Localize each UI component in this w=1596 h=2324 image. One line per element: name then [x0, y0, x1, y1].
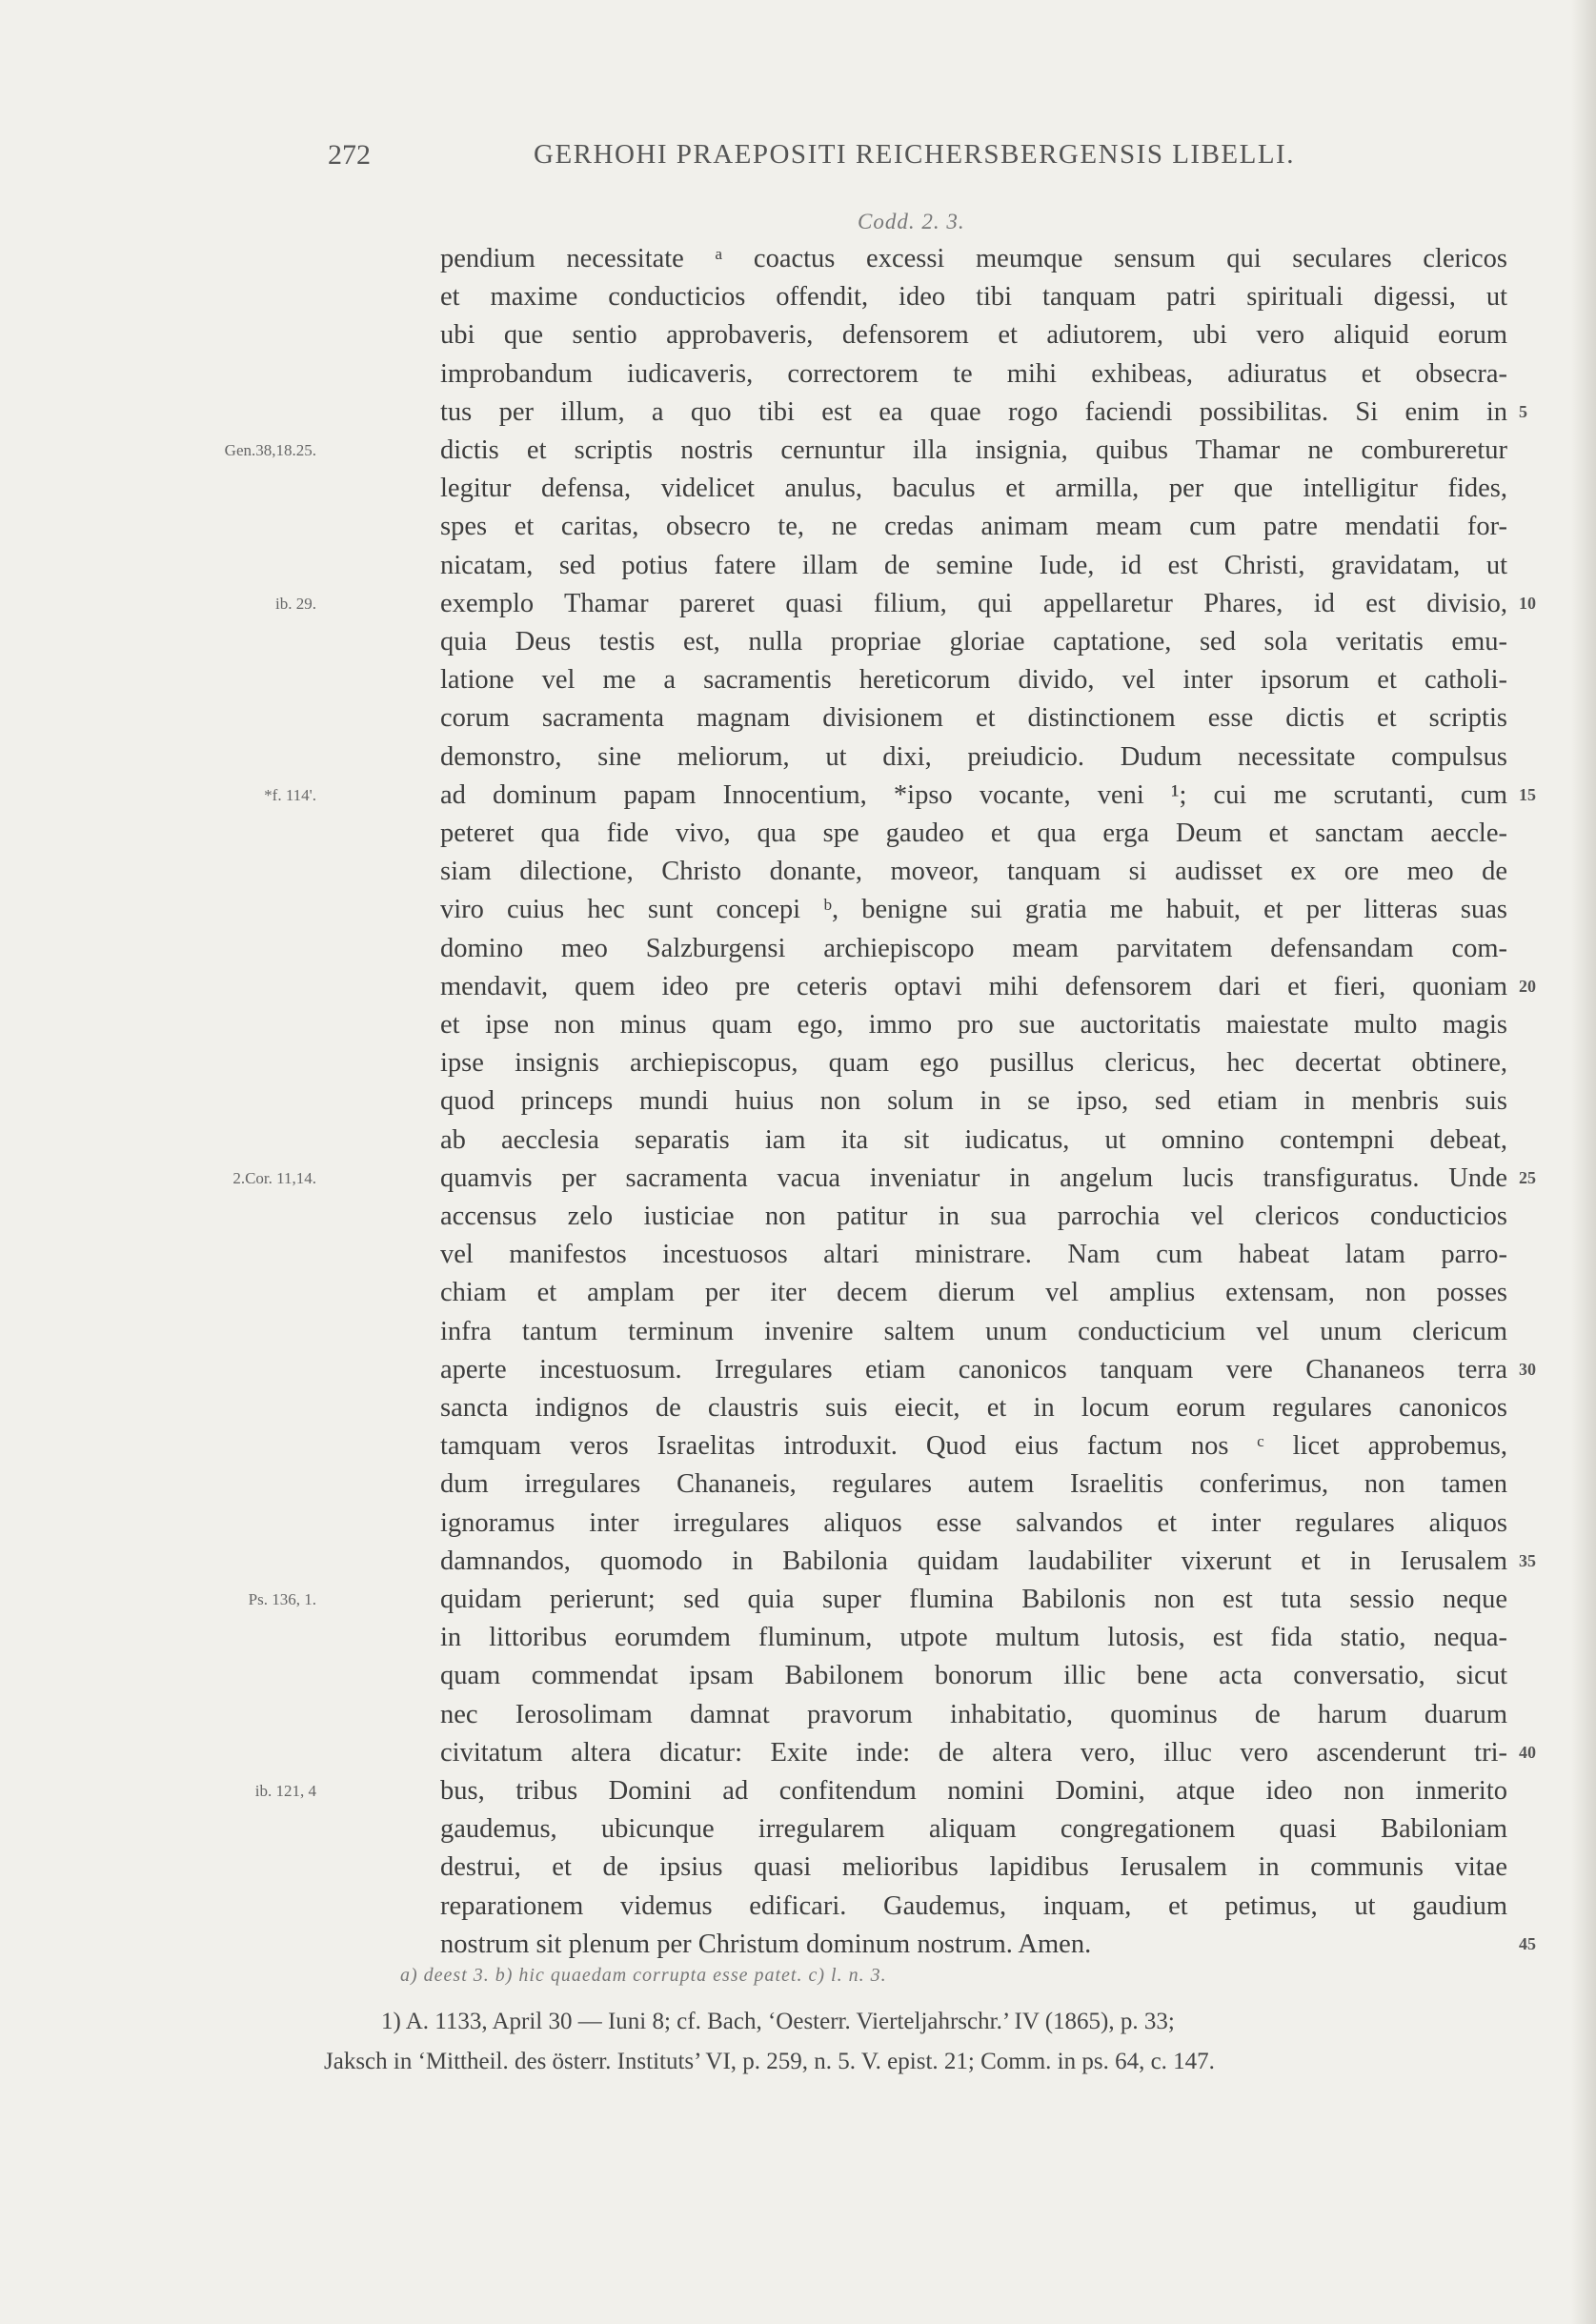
text-line: latione vel me a sacramentis hereticorum divido, vel inter ipsorum et catholi-: [440, 665, 1507, 696]
text-line: civitatum altera dicatur: Exite inde: de altera vero, illuc vero ascenderunt tri-: [440, 1737, 1507, 1768]
text-line: in littoribus eorumdem fluminum, utpote multum lutosis, est fida statio, nequa-: [440, 1623, 1507, 1653]
running-title: GERHOHI PRAEPOSITI REICHERSBERGENSIS LIBELLI.: [534, 139, 1295, 170]
codices-note: Codd. 2. 3.: [858, 210, 965, 233]
margin-reference: ib. 29.: [275, 594, 316, 613]
margin-reference: 2.Cor. 11,14.: [232, 1168, 316, 1187]
line-number: 30: [1519, 1359, 1536, 1379]
text-line: et maxime conducticios offendit, ideo tibi tanquam patri spirituali digessi, ut: [440, 282, 1507, 313]
text-line: siam dilectione, Christo donante, moveor, tanquam si audisset ex ore meo de: [440, 857, 1507, 887]
text-line: quamvis per sacramenta vacua inveniatur in angelum lucis transfiguratus. Unde: [440, 1162, 1507, 1193]
text-line: quidam perierunt; sed quia super flumina Babilonis non est tuta sessio neque: [440, 1585, 1507, 1614]
text-line: pendium necessitate ᵃ coactus excessi meumque sensum qui seculares clericos: [440, 244, 1507, 273]
text-line: infra tantum terminum invenire saltem unum conducticium vel unum clericum: [440, 1316, 1507, 1346]
text-line: quam commendat ipsam Babilonem bonorum illic bene acta conversatio, sicut: [440, 1661, 1507, 1691]
text-line: gaudemus, ubicunque irregularem aliquam congregationem quasi Babiloniam: [440, 1814, 1507, 1845]
text-line: dum irregulares Chananeis, regulares autem Israelitis conferimus, non tamen: [440, 1469, 1507, 1500]
line-number: 45: [1519, 1933, 1536, 1953]
text-line: ignoramus inter irregulares aliquos esse salvandos et inter regulares aliquos: [440, 1507, 1507, 1538]
text-line: ad dominum papam Innocentium, *ipso vocante, veni ¹; cui me scrutanti, cum: [440, 779, 1507, 810]
text-line: peteret qua fide vivo, qua spe gaudeo et qua erga Deum et sanctam aeccle-: [440, 818, 1507, 848]
text-line: corum sacramenta magnam divisionem et distinctionem esse dictis et scriptis: [440, 703, 1507, 734]
text-line: quod princeps mundi huius non solum in se ipso, sed etiam in menbris suis: [440, 1086, 1507, 1117]
text-line: destrui, et de ipsius quasi melioribus lapidibus Ierusalem in communis vitae: [440, 1852, 1507, 1883]
margin-reference: ib. 121, 4: [254, 1782, 316, 1800]
text-line: bus, tribus Domini ad confitendum nomini Domini, atque ideo non inmerito: [440, 1776, 1507, 1806]
line-number: 40: [1519, 1742, 1536, 1762]
margin-reference: Ps. 136, 1.: [248, 1590, 316, 1608]
text-line: ubi que sentio approbaveris, defensorem et adiutorem, ubi vero aliquid eorum: [440, 320, 1507, 351]
text-line: spes et caritas, obsecro te, ne credas animam meam cum patre mendatii for-: [440, 512, 1507, 542]
text-line: nicatam, sed potius fatere illam de semine Iude, id est Christi, gravidatam, ut: [440, 550, 1507, 580]
line-number: 15: [1519, 784, 1536, 804]
text-line: accensus zelo iusticiae non patitur in sua parrochia vel clericos conducticios: [440, 1202, 1507, 1231]
text-line: ipse insignis archiepiscopus, quam ego pusillus clericus, hec decertat obtinere,: [440, 1048, 1507, 1079]
margin-reference: *f. 114'.: [264, 785, 316, 804]
text-line: domino meo Salzburgensi archiepiscopo meam parvitatem defensandam com-: [440, 933, 1507, 963]
text-line: legitur defensa, videlicet anulus, baculus et armilla, per que intelligitur fides,: [440, 474, 1507, 504]
line-number: 35: [1519, 1550, 1536, 1570]
footnote-line-1: 1) A. 1133, April 30 — Iuni 8; cf. Bach, ‘Oesterr. Vierteljahrschr.’ IV (1865), p. 33;: [381, 2009, 1175, 2034]
text-line: nec Ierosolimam damnat pravorum inhabitatio, quominus de harum duarum: [440, 1699, 1507, 1729]
text-line: quia Deus testis est, nulla propriae gloriae captatione, sed sola veritatis emu-: [440, 627, 1507, 657]
page-edge-shadow: [1571, 0, 1596, 2324]
text-line: chiam et amplam per iter decem dierum vel amplius extensam, non posses: [440, 1278, 1507, 1308]
text-line: aperte incestuosum. Irregulares etiam canonicos tanquam vere Chananeos terra: [440, 1354, 1507, 1384]
margin-reference: Gen.38,18.25.: [224, 441, 316, 459]
text-line: dictis et scriptis nostris cernuntur illa insignia, quibus Thamar ne combureretur: [440, 435, 1507, 465]
text-line: tus per illum, a quo tibi est ea quae rogo faciendi possibilitas. Si enim in: [440, 396, 1507, 427]
line-number: 5: [1519, 401, 1527, 421]
text-line: mendavit, quem ideo pre ceteris optavi mihi defensorem dari et fieri, quoniam: [440, 971, 1507, 1001]
text-line: nostrum sit plenum per Christum dominum nostrum. Amen.: [440, 1929, 1092, 1959]
text-line: reparationem videmus edificari. Gaudemus, inquam, et petimus, ut gaudium: [440, 1890, 1507, 1921]
text-line: exemplo Thamar pareret quasi filium, qui appellaretur Phares, id est divisio,: [440, 588, 1507, 618]
line-number: 10: [1519, 593, 1536, 613]
text-line: improbandum iudicaveris, correctorem te mihi exhibeas, adiuratus et obsecra-: [440, 358, 1507, 389]
line-number: 25: [1519, 1167, 1536, 1187]
page-number: 272: [328, 139, 371, 171]
line-number: 20: [1519, 976, 1536, 996]
text-line: demonstro, sine meliorum, ut dixi, preiudicio. Dudum necessitate compulsus: [440, 741, 1507, 772]
text-line: damnandos, quomodo in Babilonia quidam laudabiliter vixerunt et in Ierusalem: [440, 1546, 1507, 1576]
text-line: vel manifestos incestuosos altari ministrare. Nam cum habeat latam parro-: [440, 1240, 1507, 1270]
critical-apparatus: a) deest 3. b) hic quaedam corrupta esse patet. c) l. n. 3.: [400, 1965, 887, 1986]
text-line: tamquam veros Israelitas introduxit. Quod eius factum nos ᶜ licet approbemus,: [440, 1431, 1507, 1462]
text-line: et ipse non minus quam ego, immo pro sue auctoritatis maiestate multo magis: [440, 1010, 1507, 1040]
text-line: viro cuius hec sunt concepi ᵇ, benigne sui gratia me habuit, et per litteras suas: [440, 895, 1507, 925]
text-line: ab aecclesia separatis iam ita sit iudicatus, ut omnino contempni debeat,: [440, 1124, 1507, 1155]
footnote-line-2: Jaksch in ‘Mittheil. des österr. Instituts’ VI, p. 259, n. 5. V. epist. 21; Comm. in ps. 64, c. 147.: [324, 2049, 1215, 2074]
text-line: sancta indignos de claustris suis eiecit, et in locum eorum regulares canonicos: [440, 1393, 1507, 1423]
